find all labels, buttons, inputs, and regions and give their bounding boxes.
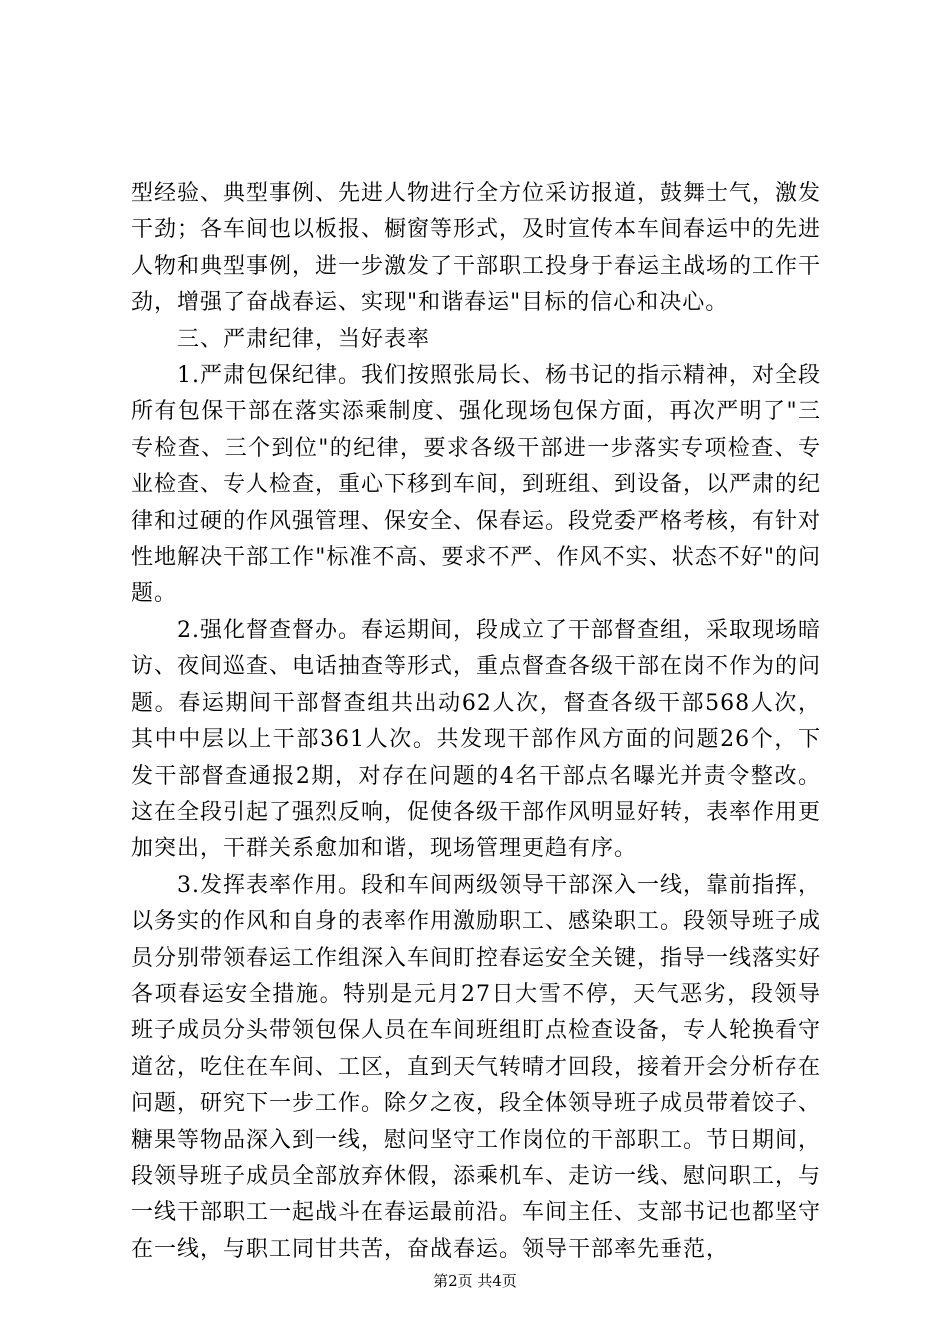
section-heading: 三、严肃纪律，当好表率 [177, 326, 431, 352]
paragraph: 3.发挥表率作用。段和车间两级领导干部深入一线，靠前指挥，以务实的作风和自身的表率作用激励职工、感染职工。段领导班子成员分别带领春运工作组深入车间盯控春运安全关键，指导一线落实好各项春运安全措施。特别是元月27日大雪不停，天气恶劣，段领导班子成员分头带领包保人员在车间班组盯点检查设备，专人轮换看守道岔，吃住在车间、工区，直到天气转晴才回段，接着开会分析存在问题，研究下一步工作。除夕之夜，段全体领导班子成员带着饺子、糖果等物品深入到一线，慰问坚守工作岗位的干部职工。节日期间，段领导班子成员全部放弃休假，添乘机车、走访一线、慰问职工，与一线干部职工一起战斗在春运最前沿。车间主任、支部书记也都坚守在一线，与职工同甘共苦，奋战春运。领导干部率先垂范， [131, 872, 822, 1262]
document-body [131, 176, 821, 1268]
paragraph: 1.严肃包保纪律。我们按照张局长、杨书记的指示精神，对全段所有包保干部在落实添乘制度、强化现场包保方面，再次严明了"三专检查、三个到位"的纪律，要求各级干部进一步落实专项检查、专业检查、专人检查，重心下移到车间，到班组、到设备，以严肃的纪律和过硬的作风强管理、保安全、保春运。段党委严格考核，有针对性地解决干部工作"标准不高、要求不严、作风不实、状态不好"的问题。 [131, 363, 822, 607]
paragraph: 型经验、典型事例、先进人物进行全方位采访报道，鼓舞士气，激发干劲；各车间也以板报、橱窗等形式，及时宣传本车间春运中的先进人物和典型事例，进一步激发了干部职工投身于春运主战场的工作干劲，增强了奋战春运、实现"和谐春运"目标的信心和决心。 [131, 181, 822, 316]
page-footer: 第2页 共4页 [433, 1272, 517, 1290]
paragraph: 2.强化督查督办。春运期间，段成立了干部督查组，采取现场暗访、夜间巡查、电话抽查等形式，重点督查各级干部在岗不作为的问题。春运期间干部督查组共出动62人次，督查各级干部568人次，其中中层以上干部361人次。共发现干部作风方面的问题26个，下发干部督查通报2期，对存在问题的4名干部点名曝光并责令整改。这在全段引起了强烈反响，促使各级干部作风明显好转，表率作用更加突出，干群关系愈加和谐，现场管理更趋有序。 [131, 617, 822, 862]
